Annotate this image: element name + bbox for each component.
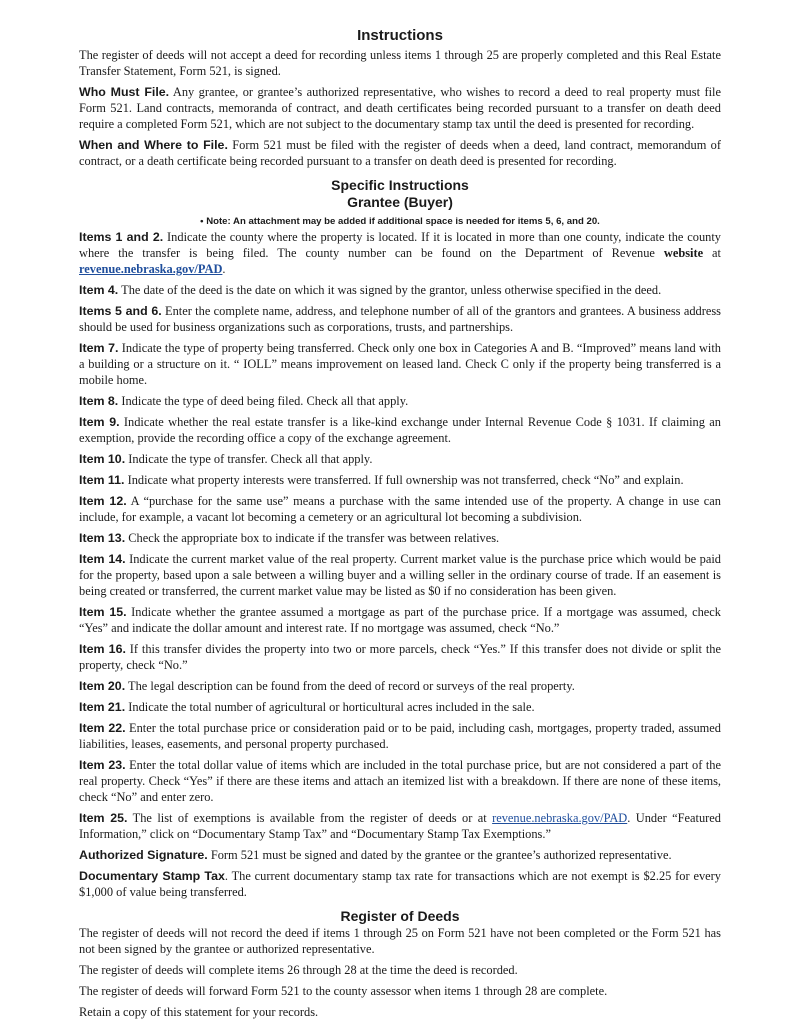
item-20-label: Item 20.	[79, 679, 126, 693]
documentary-stamp-tax-text: . The current documentary stamp tax rate for transactions which are not exempt is $2.25 for every $1,000 of value being transferred.	[79, 869, 721, 899]
register-of-deeds-heading: Register of Deeds	[340, 908, 460, 924]
item-14-paragraph	[79, 551, 721, 599]
item-16-label: Item 16.	[79, 642, 126, 656]
authorized-signature-paragraph	[79, 847, 721, 863]
website-word: website	[663, 246, 704, 260]
items-5-6-text: Enter the complete name, address, and telephone number of all of the grantors and grantees. A business address should be used for business organizations such as corporations, trusts, and partnerships.	[79, 304, 721, 334]
item-22-paragraph	[79, 720, 721, 752]
item-13-text: Check the appropriate box to indicate if the transfer was between relatives.	[125, 531, 500, 545]
item-21-label: Item 21.	[79, 700, 126, 714]
item-23-text: Enter the total dollar value of items which are included in the total purchase price, but are not considered a part of the real property. Check “Yes” if there are these items and attach an itemized list with a breakdown. If there are none of these items, check “No” and enter zero.	[79, 758, 721, 804]
when-where-label: When and Where to File.	[79, 138, 228, 152]
items-1-2-text: Indicate the county where the property is located. If it is located in more than one county, indicate the county where the transfer is being filed. The county number can be found on the Department of Revenue	[79, 230, 721, 260]
specific-instructions-heading: Specific Instructions	[331, 177, 469, 193]
item-21-text: Indicate the total number of agricultural or horticultural acres included in the sale.	[125, 700, 535, 714]
item-11-paragraph	[79, 472, 721, 488]
item-16-text: If this transfer divides the property into two or more parcels, check “Yes.” If this transfer does not divide or split the property, check “No.”	[79, 642, 721, 672]
item-25-text-2: . Under “Featured Information,” click on “Documentary Stamp Tax” and “Documentary Stamp Tax Exemptions.”	[79, 811, 721, 841]
grantee-heading: Grantee (Buyer)	[347, 194, 453, 210]
authorized-signature-text: Form 521 must be signed and dated by the grantee or the grantee’s authorized representative.	[207, 848, 672, 862]
item-12-label: Item 12.	[79, 494, 127, 508]
items-1-2-at: at	[703, 246, 721, 260]
items-5-6-label: Items 5 and 6.	[79, 304, 162, 318]
item-23-label: Item 23.	[79, 758, 126, 772]
item-15-paragraph	[79, 604, 721, 636]
item-22-text: Enter the total purchase price or consideration paid or to be paid, including cash, mortgages, property traded, assumed liabilities, leases, easements, and personal property purchased.	[79, 721, 721, 751]
item-20-paragraph	[79, 678, 721, 694]
attachment-note: • Note: An attachment may be added if additional space is needed for items 5, 6, and 20.	[200, 216, 600, 227]
intro-paragraph: The register of deeds will not accept a deed for recording unless items 1 through 25 are properly completed and this Real Estate Transfer Statement, Form 521, is signed.	[79, 48, 721, 78]
item-10-paragraph	[79, 451, 721, 467]
who-must-file-text: Any grantee, or grantee’s authorized representative, who wishes to record a deed to real property must file Form 521. Land contracts, memoranda of contract, and death certificates being recorded pursuant to a transfer on death deed require a completed Form 521, which are not subject to the documentary stamp tax until the deed is presented for recording.	[79, 85, 721, 131]
item-25-text: The list of exemptions is available from the register of deeds or at	[127, 811, 493, 825]
item-20-text: The legal description can be found from the deed of record or surveys of the real property.	[125, 679, 575, 693]
item-25-label: Item 25.	[79, 811, 128, 825]
item-4-label: Item 4.	[79, 283, 119, 297]
item-13-label: Item 13.	[79, 531, 126, 545]
items-1-2-label: Items 1 and 2.	[79, 230, 164, 244]
register-paragraph: The register of deeds will forward Form 521 to the county assessor when items 1 through 28 are complete.	[79, 984, 608, 998]
documentary-stamp-tax-label: Documentary Stamp Tax	[79, 869, 225, 883]
items-1-2-end: .	[222, 262, 226, 276]
item-22-label: Item 22.	[79, 721, 126, 735]
item-9-paragraph	[79, 414, 721, 446]
authorized-signature-label: Authorized Signature.	[79, 848, 208, 862]
items-5-6-paragraph	[79, 303, 721, 335]
item-10-label: Item 10.	[79, 452, 126, 466]
item-15-text: Indicate whether the grantee assumed a mortgage as part of the purchase price. If a mortgage was assumed, check “Yes” and indicate the dollar amount and interest rate. If no mortgage was assumed, check “No.”	[79, 605, 721, 635]
item-11-text: Indicate what property interests were transferred. If full ownership was not transferred, check “No” and explain.	[124, 473, 684, 487]
register-paragraph: The register of deeds will not record the deed if items 1 through 25 on Form 521 have not been completed or the Form 521 has not been signed by the grantee or authorized representative.	[79, 926, 721, 956]
item-4-paragraph	[79, 282, 721, 298]
item-9-label: Item 9.	[79, 415, 120, 429]
item-7-text: Indicate the type of property being transferred. Check only one box in Categories A and B. “Improved” means land with a building or a structure on it. “ IOLL” means improvement on leased land. Check C only if the property being transferred is a mobile home.	[79, 341, 721, 387]
who-must-file-paragraph	[79, 84, 721, 132]
item-14-text: Indicate the current market value of the real property. Current market value is the purchase price which would be paid for the property, based upon a sale between a willing buyer and a willing seller in the ordinary course of trade. If an easement is being created or transferred, the current market value may be listed as $0 if no consideration has been given.	[79, 552, 721, 598]
item-15-label: Item 15.	[79, 605, 127, 619]
item-8-label: Item 8.	[79, 394, 119, 408]
when-where-paragraph	[79, 137, 721, 169]
item-7-paragraph	[79, 340, 721, 388]
item-13-paragraph	[79, 530, 721, 546]
item-11-label: Item 11.	[79, 473, 125, 487]
who-must-file-label: Who Must File.	[79, 85, 170, 99]
register-paragraph: Retain a copy of this statement for your records.	[79, 1005, 319, 1019]
revenue-pad-link[interactable]: revenue.nebraska.gov/PAD	[79, 262, 223, 276]
items-1-2-paragraph	[79, 229, 721, 277]
documentary-stamp-tax-paragraph	[79, 868, 721, 900]
item-16-paragraph	[79, 641, 721, 673]
item-10-text: Indicate the type of transfer. Check all that apply.	[125, 452, 373, 466]
exemptions-link[interactable]: revenue.nebraska.gov/PAD	[492, 811, 628, 825]
item-8-text: Indicate the type of deed being filed. Check all that apply.	[118, 394, 409, 408]
item-25-paragraph	[79, 810, 721, 842]
page-title: Instructions	[357, 27, 443, 44]
item-21-paragraph	[79, 699, 721, 715]
item-12-paragraph	[79, 493, 721, 525]
item-8-paragraph	[79, 393, 721, 409]
item-9-text: Indicate whether the real estate transfer is a like-kind exchange under Internal Revenue Code § 1031. If claiming an exemption, provide the recording office a copy of the exchange agreement.	[79, 415, 721, 445]
item-23-paragraph	[79, 757, 721, 805]
item-7-label: Item 7.	[79, 341, 119, 355]
item-12-text: A “purchase for the same use” means a purchase with the same intended use of the property. A change in use can include, for example, a vacant lot becoming a cemetery or an agricultural lot becoming a subdivision.	[79, 494, 721, 524]
item-14-label: Item 14.	[79, 552, 126, 566]
item-4-text: The date of the deed is the date on which it was signed by the grantor, unless otherwise specified in the deed.	[118, 283, 662, 297]
register-paragraph: The register of deeds will complete items 26 through 28 at the time the deed is recorded.	[79, 963, 518, 977]
when-where-text: Form 521 must be filed with the register of deeds when a deed, land contract, memorandum of contract, or a death certificate being recorded pursuant to a transfer on death deed is presented for recording.	[79, 138, 722, 168]
